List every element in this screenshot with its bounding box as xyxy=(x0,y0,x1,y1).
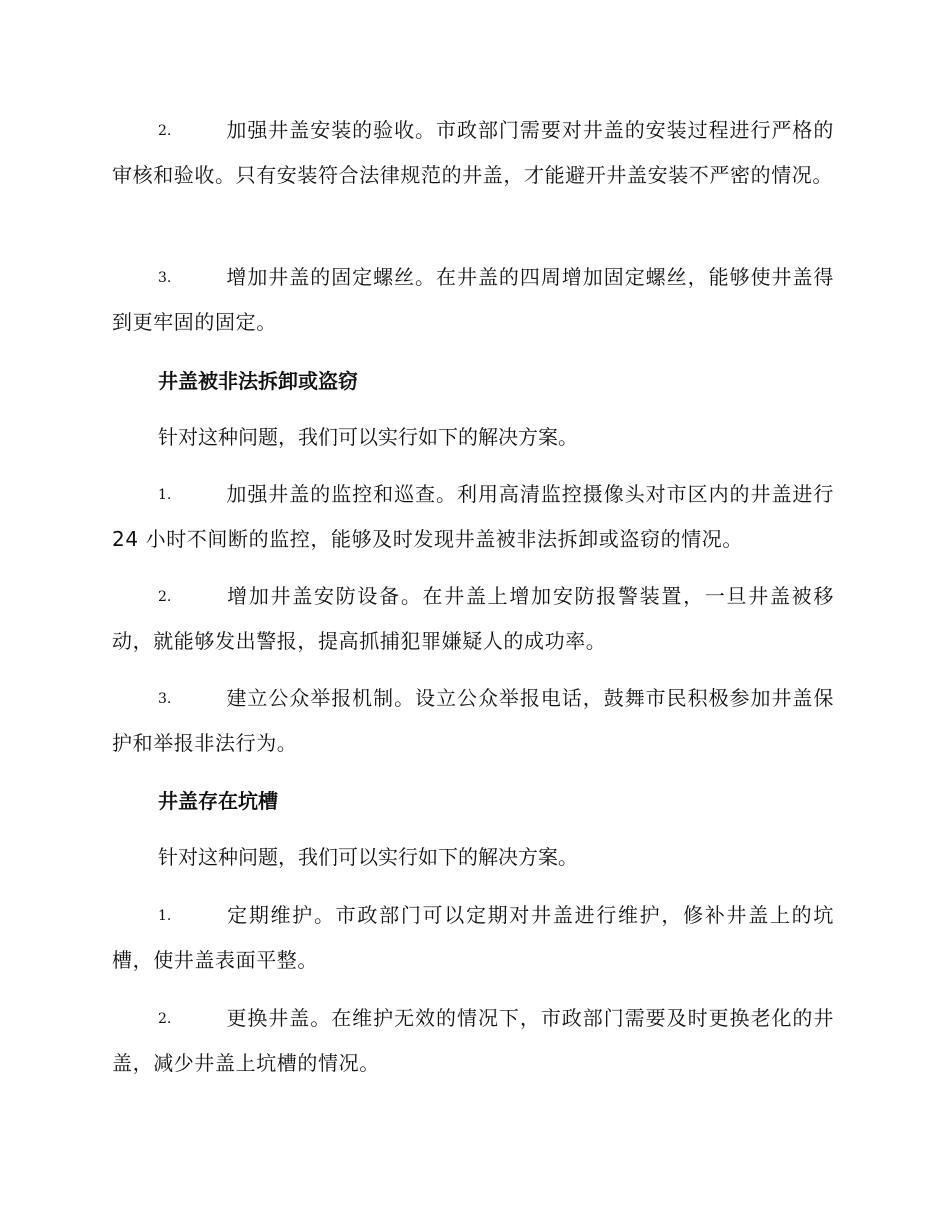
list-item-paragraph xyxy=(112,574,834,663)
list-item xyxy=(112,574,834,663)
list-item xyxy=(112,472,834,561)
section-heading: 井盖被非法拆卸或盗窃 xyxy=(158,369,358,393)
section-heading-container xyxy=(112,786,834,816)
list-item-text: 加强井盖的监控和巡查。利用高清监控摄像头对市区内的井盖进行 24 小时不间断的监控，能够及时发现井盖被非法拆卸或盗窃的情况。 xyxy=(112,482,834,551)
list-item-text: 增加井盖的固定螺丝。在井盖的四周增加固定螺丝，能够使井盖得到更牢固的固定。 xyxy=(112,265,834,334)
section-intro: 针对这种问题，我们可以实行如下的解决方案。 xyxy=(158,845,578,869)
list-item-paragraph xyxy=(112,255,834,344)
list-item-paragraph xyxy=(112,996,834,1085)
section-intro-container xyxy=(112,842,834,872)
list-item xyxy=(112,108,834,197)
list-item-text: 更换井盖。在维护无效的情况下，市政部门需要及时更换老化的井盖，减少井盖上坑槽的情况。 xyxy=(112,1006,834,1075)
section-intro: 针对这种问题，我们可以实行如下的解决方案。 xyxy=(158,425,578,449)
list-number: 2. xyxy=(158,1011,172,1027)
list-item-text: 增加井盖安防设备。在井盖上增加安防报警装置，一旦井盖被移动，就能够发出警报，提高抓捕犯罪嫌疑人的成功率。 xyxy=(112,584,834,653)
list-number: 1. xyxy=(158,487,172,503)
list-item-text: 加强井盖安装的验收。市政部门需要对井盖的安装过程进行严格的审核和验收。只有安装符合法律规范的井盖，才能避开井盖安装不严密的情况。 xyxy=(112,118,834,187)
list-item xyxy=(112,893,834,982)
list-item-paragraph xyxy=(112,676,834,765)
list-item xyxy=(112,676,834,765)
list-item-paragraph xyxy=(112,893,834,982)
list-item-text: 定期维护。市政部门可以定期对井盖进行维护，修补井盖上的坑槽，使井盖表面平整。 xyxy=(112,903,834,972)
list-number: 2. xyxy=(158,589,172,605)
list-number: 3. xyxy=(158,270,172,286)
list-item xyxy=(112,255,834,344)
list-number: 3. xyxy=(158,691,172,707)
list-item-paragraph xyxy=(112,472,834,561)
section-heading-container xyxy=(112,366,834,396)
section-heading: 井盖存在坑槽 xyxy=(158,789,278,813)
list-item xyxy=(112,996,834,1085)
section-intro-container xyxy=(112,422,834,452)
list-item-paragraph xyxy=(112,108,834,197)
list-number: 2. xyxy=(158,123,172,139)
list-item-text: 建立公众举报机制。设立公众举报电话，鼓舞市民积极参加井盖保护和举报非法行为。 xyxy=(112,686,834,755)
list-number: 1. xyxy=(158,908,172,924)
